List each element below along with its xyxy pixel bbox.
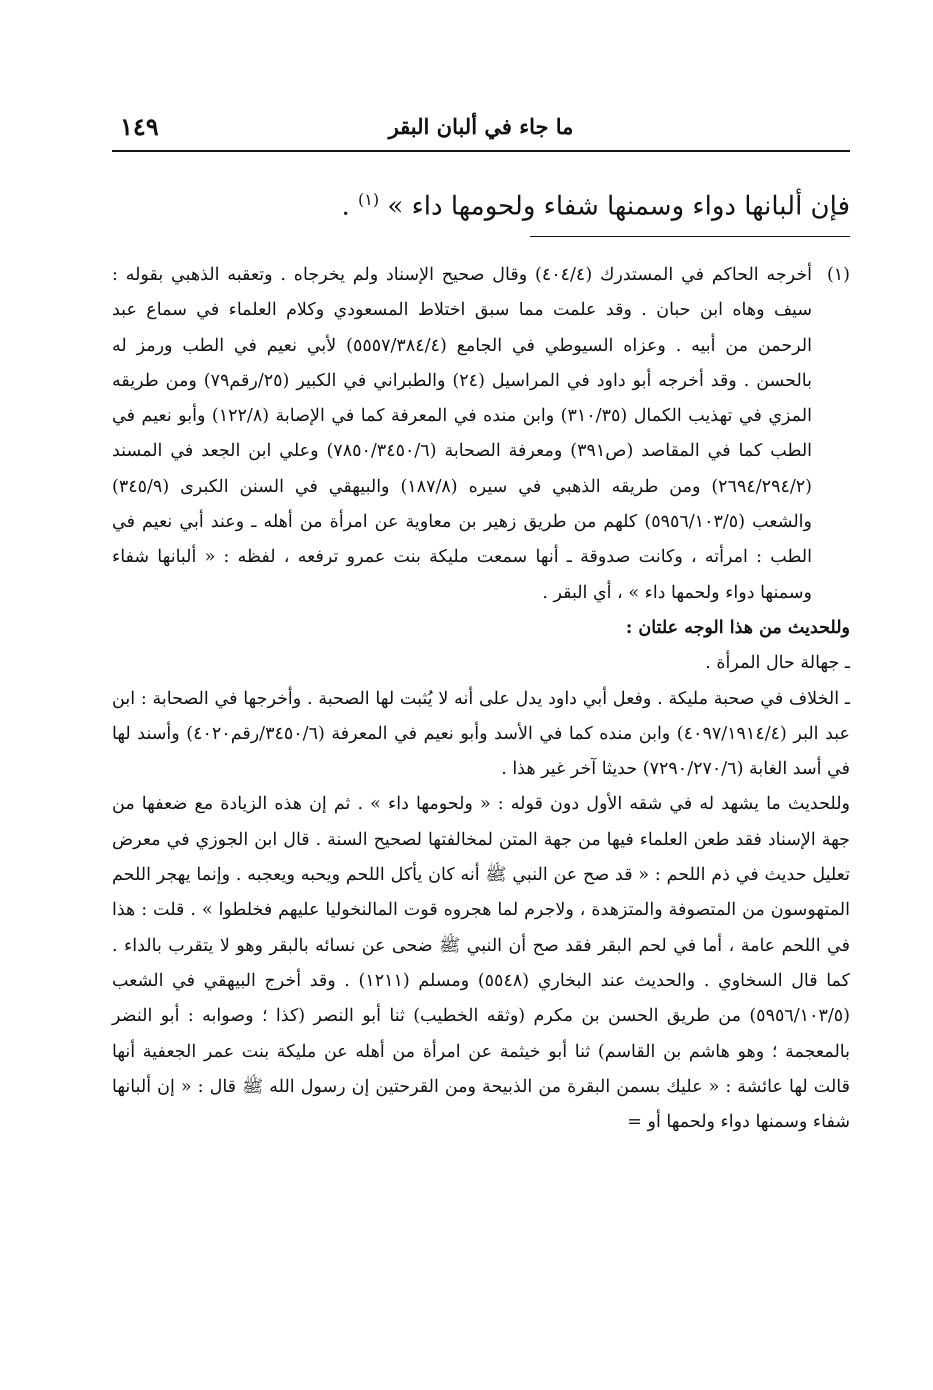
- main-text: [112, 178, 850, 229]
- footnote-mark: (١): [826, 265, 850, 285]
- header-rule: [112, 150, 850, 152]
- analysis-paragraph: ـ الخلاف في صحبة مليكة . وفعل أبي داود يدل على أنه لا يُثبت لها الصحبة . وأخرجها في الصحابة : ابن عبد البر (٤٠٩٧/١٩١٤/٤) وابن منده كما في الأسد وأبو نعيم في المعرفة (٣٤٥٠/٦/رقم٤٠٢٠) وأسند لها في أسد الغابة (٧٢٩٠/٢٧٠/٦) حديثا آخر غير هذا .: [112, 688, 850, 780]
- footnote-separator: [530, 236, 850, 237]
- analysis-paragraph: وللحديث ما يشهد له في شقه الأول دون قوله : « ولحومها داء » . ثم إن هذه الزيادة مع ضعفها من جهة الإسناد فقد طعن العلماء فيها من جهة المتن لمخالفتها لصحيح السنة . قال ابن الجوزي في معرض تعليل حديث في ذم اللحم : « قد صح عن النبي ﷺ أنه كان يأكل اللحم ويحبه ويعجبه . وإنما يهجر اللحم المتهوسون من المتصوفة والمتزهدة ، ولاجرم لما هجروه قوت المالنخوليا عليهم فخلطوا » . قلت : هذا في اللحم عامة ، أما في لحم البقر فقد صح أن النبي ﷺ ضحى عن نسائه بالبقر وهو لا يتقرب بالداء . كما قال السخاوي . والحديث عند البخاري (٥٥٤٨) ومسلم (١٢١١) . وقد أخرج البيهقي في الشعب (٥٩٥٦/١٠٣/٥) من طريق الحسن بن مكرم (وثقه الخطيب) ثنا أبو النصر (كذا ؛ وصوابه : أبو النضر بالمعجمة ؛ وهو هاشم بن القاسم) ثنا أبو خيثمة عن امرأة من أهله عن مليكة بنت عمر الجعفية أنها قالت لها عائشة : « عليك بسمن البقرة من الذبيحة ومن القرحتين إن رسول الله ﷺ قال : « إن ألبانها شفاء وسمنها دواء ولحمها أو =: [112, 794, 850, 1133]
- main-text-line: فإن ألبانها دواء وسمنها شفاء ولحومها داء »: [387, 191, 850, 222]
- footnote-text: أخرجه الحاكم في المستدرك (٤٠٤/٤) وقال صحيح الإسناد ولم يخرجاه . وتعقبه الذهبي بقوله : سيف وهاه ابن حبان . وقد علمت مما سبق اختلاط المسعودي وكلام العلماء في سماع عبد الرحمن من أبيه . وعزاه السيوطي في الجامع (٥٥٥٧/٣٨٤/٤) لأبي نعيم في الطب ورمز له بالحسن . وقد أخرجه أبو داود في المراسيل (٢٤) والطبراني في الكبير (٢٥/رقم٧٩) ومن طريقه المزي في تهذيب الكمال (٣١٠/٣٥) وابن منده في المعرفة كما في الإصابة (١٢٢/٨) وأبو نعيم في الطب كما في المقاصد (ص٣٩١) ومعرفة الصحابة (٧٨٥٠/٣٤٥٠/٦) وعلي ابن الجعد في المسند (٢٦٩٤/٢٩٤/٢) ومن طريقه الذهبي في سيره (١٨٧/٨) والبيهقي في السنن الكبرى (٣٤٥/٩) والشعب (٥٩٥٦/١٠٣/٥) كلهم من طريق زهير بن معاوية عن امرأة من أهله ـ وعند أبي نعيم في الطب : امرأته ، وكانت صدوقة ـ أنها سمعت مليكة بنت عمرو ترفعه ، لفظه : « ألبانها شفاء وسمنها دواء ولحمها داء » ، أي البقر .: [112, 265, 813, 603]
- analysis-paragraph: ـ جهالة حال المرأة .: [705, 653, 850, 674]
- footnote: [112, 258, 850, 611]
- footnote-reference: (١): [358, 190, 380, 209]
- analysis-heading: وللحديث من هذا الوجه علتان :: [625, 617, 850, 638]
- page-header: [112, 108, 850, 150]
- page-number: ١٤٩: [120, 112, 159, 141]
- footnotes-section: [112, 258, 850, 1140]
- running-title: ما جاء في ألبان البقر: [388, 114, 574, 139]
- main-text-end: .: [341, 191, 350, 222]
